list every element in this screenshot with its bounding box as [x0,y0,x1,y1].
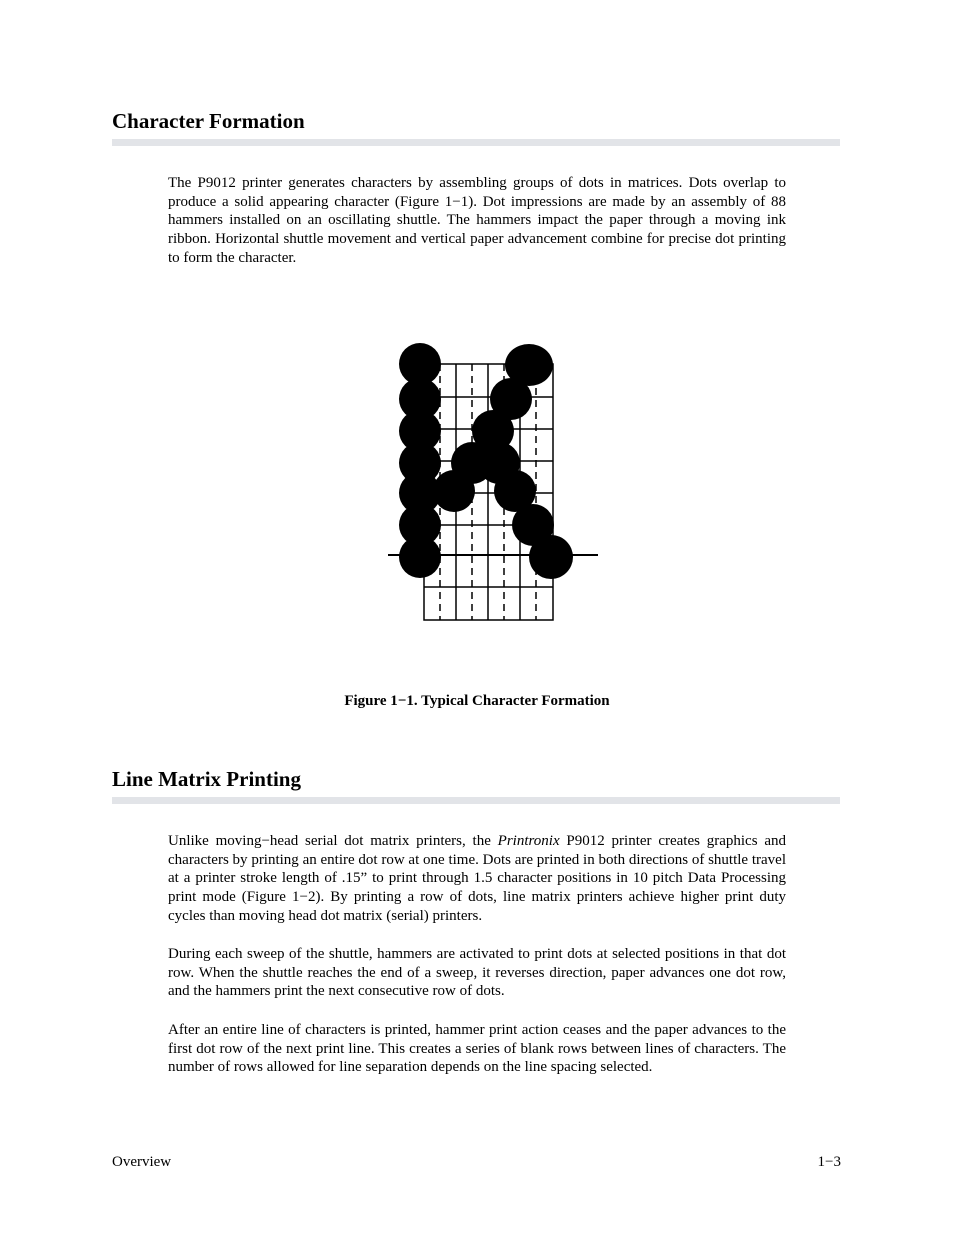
paragraph: After an entire line of characters is printed, hammer print action ceases and the paper advances to the first dot row of the next print line. This creates a series of blank rows between lines of characters. The number of rows allowed for line separation depends on the line spacing selected. [168,1022,786,1076]
section-divider [112,797,840,804]
paragraph-text: Unlike moving−head serial dot matrix printers, the [168,833,498,849]
page-number: 1−3 [817,1154,841,1170]
paragraph: During each sweep of the shuttle, hammers are activated to print dots at selected positions in that dot row. When the shuttle reaches the end of a sweep, it reverses direction, paper advances one dot row, and the hammers print the next consecutive row of dots. [168,946,786,1000]
footer-section-name: Overview [112,1154,172,1170]
figure-caption: Figure 1−1. Typical Character Formation [344,693,610,709]
paragraph-text: P9012 printer creates graphics and characters by printing an entire dot row at one time. Dots are printed in both directions of shuttle travel at a printer stroke length of .15” to print through 1.5 character positions in 10 pitch Data Processing print mode (Figure 1−2). By printing a row of dots, line matrix printers achieve higher print duty cycles than moving head dot matrix (serial) printers. [168,833,786,924]
brand-name: Printronix [497,833,560,849]
section-divider [112,139,840,146]
section-title-line-matrix-printing: Line Matrix Printing [112,767,301,791]
paragraph: The P9012 printer generates characters by assembling groups of dots in matrices. Dots overlap to produce a solid appearing character (Figure 1−1). Dot impressions are made by an assembly of 88 hammers installed on an oscillating shuttle. The hammers impact the paper through a moving ink ribbon. Horizontal shuttle movement and vertical paper advancement combine for precise dot printing to form the character. [168,175,786,266]
character-formation-figure [380,335,610,625]
section-title-character-formation: Character Formation [112,109,305,133]
paragraph [168,832,786,926]
